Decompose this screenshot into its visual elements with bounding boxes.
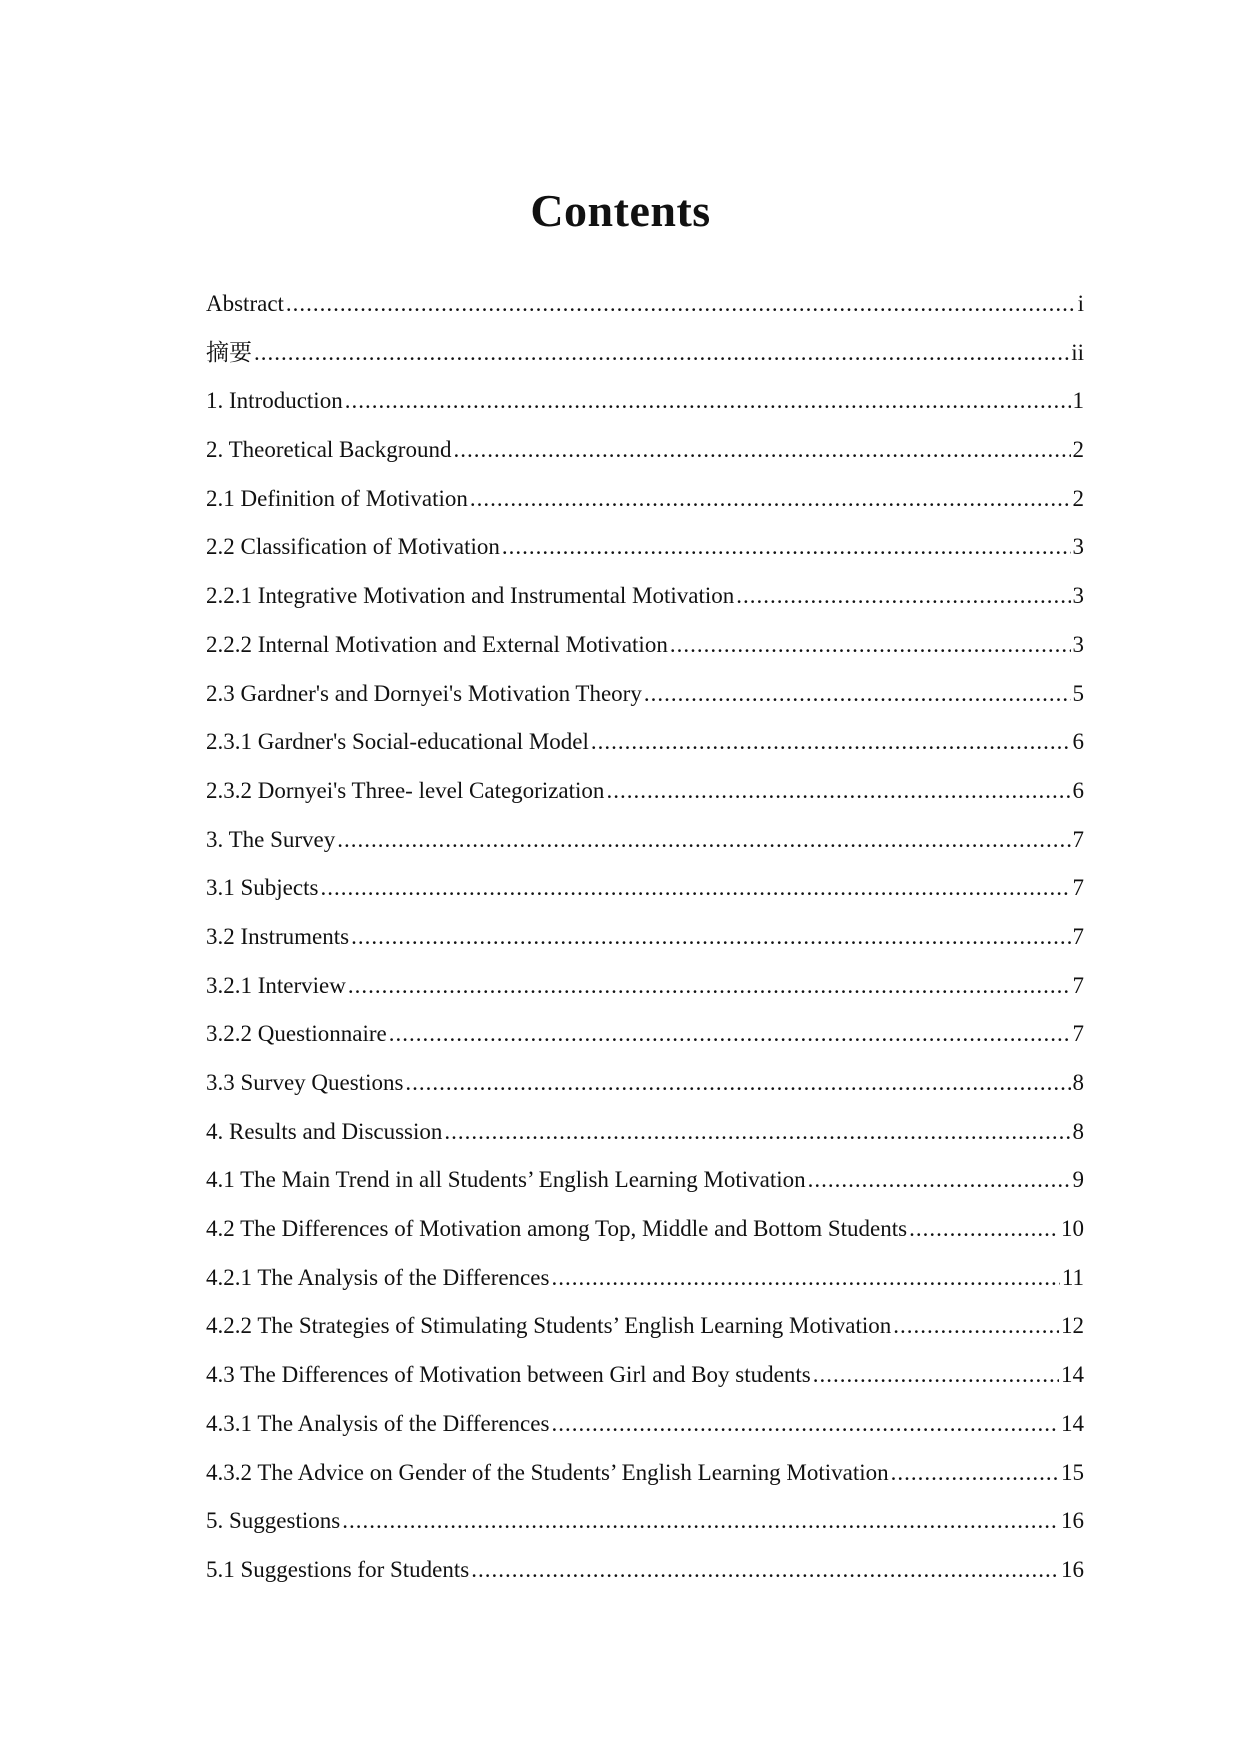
toc-dot-leader	[670, 621, 1071, 670]
toc-entry	[206, 864, 1084, 913]
toc-dot-leader	[551, 1254, 1059, 1303]
toc-entry-page: 6	[1072, 729, 1084, 755]
toc-dot-leader	[351, 913, 1070, 962]
toc-entry-page: 16	[1061, 1556, 1084, 1582]
toc-entry-page: 11	[1061, 1264, 1084, 1290]
toc-entry-label: 2.2.2 Internal Motivation and External Motivation	[206, 631, 668, 657]
toc-entry-page: 1	[1072, 388, 1084, 414]
toc-entry-label: 4. Results and Discussion	[206, 1118, 443, 1144]
toc-dot-leader	[551, 1400, 1059, 1449]
toc-entry-label: 2.3.2 Dornyei's Three- level Categorization	[206, 777, 605, 803]
toc-entry-label: 4.2 The Differences of Motivation among Top, Middle and Bottom Students	[206, 1216, 908, 1242]
toc-entry-page: 10	[1061, 1216, 1084, 1242]
toc-entry-page: 16	[1061, 1508, 1084, 1534]
toc-entry-page: 7	[1072, 972, 1084, 998]
toc-entry	[206, 1449, 1084, 1498]
toc-dot-leader	[644, 670, 1071, 719]
toc-entry	[206, 1351, 1084, 1400]
toc-entry	[206, 280, 1084, 329]
toc-entry-label: 3. The Survey	[206, 826, 336, 852]
toc-entry-label: 3.3 Survey Questions	[206, 1070, 404, 1095]
toc-dot-leader	[444, 1108, 1070, 1157]
toc-entry	[206, 523, 1084, 572]
toc-dot-leader	[893, 1302, 1059, 1351]
toc-entry-page: 14	[1061, 1362, 1084, 1388]
toc-entry-page: 7	[1072, 923, 1084, 949]
toc-entry-page: 8	[1072, 1070, 1084, 1095]
toc-entry-page: 7	[1072, 875, 1084, 901]
page-title: Contents	[530, 184, 711, 236]
toc-dot-leader	[471, 1546, 1059, 1595]
toc-entry	[206, 816, 1084, 865]
toc-dot-leader	[909, 1205, 1059, 1254]
toc-entry-page: 3	[1072, 583, 1084, 609]
toc-entry-label: 2. Theoretical Background	[206, 437, 452, 463]
toc-entry-label: 3.2 Instruments	[206, 923, 350, 949]
toc-entry-page: 2	[1072, 437, 1084, 463]
toc-entry	[206, 718, 1084, 767]
toc-entry-label: 5. Suggestions	[206, 1508, 341, 1534]
toc-dot-leader	[591, 718, 1071, 767]
toc-entry-label: 2.1 Definition of Motivation	[206, 485, 468, 511]
toc-entry	[206, 377, 1084, 426]
toc-entry-label: 3.1 Subjects	[206, 875, 319, 901]
toc-dot-leader	[337, 816, 1070, 865]
toc-entry	[206, 1059, 1084, 1108]
toc-dot-leader	[405, 1059, 1070, 1108]
toc-entry	[206, 621, 1084, 670]
toc-entry-page: 2	[1072, 485, 1084, 511]
toc-entry-label: 4.2.1 The Analysis of the Differences	[206, 1264, 550, 1290]
toc-entry-page: 14	[1061, 1410, 1084, 1436]
toc-entry	[206, 329, 1084, 378]
toc-dot-leader	[254, 329, 1069, 378]
toc-entry-label: 2.2 Classification of Motivation	[206, 534, 500, 560]
toc-entry	[206, 767, 1084, 816]
toc-entry-page: i	[1077, 291, 1084, 316]
toc-entry	[206, 1302, 1084, 1351]
toc-dot-leader	[502, 523, 1071, 572]
toc-dot-leader	[813, 1351, 1059, 1400]
toc-dot-leader	[453, 426, 1070, 475]
toc-entry	[206, 1497, 1084, 1546]
toc-entry	[206, 1108, 1084, 1157]
toc-dot-leader	[320, 864, 1070, 913]
toc-dot-leader	[286, 280, 1076, 329]
toc-entry-page: 5	[1072, 680, 1084, 706]
toc-entry	[206, 1010, 1084, 1059]
toc-entry	[206, 1400, 1084, 1449]
toc-dot-leader	[389, 1010, 1071, 1059]
toc-entry-label: Abstract	[206, 291, 284, 316]
toc-dot-leader	[348, 962, 1071, 1011]
toc-dot-leader	[345, 377, 1071, 426]
toc-entry-label: 4.1 The Main Trend in all Students’ English Learning Motivation	[206, 1167, 806, 1193]
toc-entry	[206, 1156, 1084, 1205]
toc-entry-label: 4.3.2 The Advice on Gender of the Students’ English Learning Motivation	[206, 1459, 889, 1485]
toc-entry	[206, 670, 1084, 719]
toc-entry-page: 9	[1072, 1167, 1084, 1193]
toc-dot-leader	[891, 1449, 1059, 1498]
table-of-contents	[206, 280, 1084, 1595]
toc-entry-label: 5.1 Suggestions for Students	[206, 1556, 470, 1582]
toc-entry-page: 3	[1072, 534, 1084, 560]
toc-entry-label: 4.3 The Differences of Motivation between Girl and Boy students	[206, 1362, 811, 1388]
toc-dot-leader	[470, 475, 1071, 524]
toc-entry-label: 1. Introduction	[206, 388, 343, 414]
toc-dot-leader	[808, 1156, 1071, 1205]
toc-entry-label: 3.2.2 Questionnaire	[206, 1021, 387, 1047]
toc-dot-leader	[606, 767, 1070, 816]
toc-entry-label: 2.3.1 Gardner's Social-educational Model	[206, 729, 589, 755]
toc-dot-leader	[736, 572, 1070, 621]
toc-entry	[206, 1205, 1084, 1254]
toc-entry	[206, 426, 1084, 475]
toc-entry-page: 3	[1072, 631, 1084, 657]
toc-entry-page: 7	[1072, 826, 1084, 852]
toc-entry-page: 8	[1072, 1118, 1084, 1144]
toc-entry	[206, 475, 1084, 524]
toc-dot-leader	[342, 1497, 1059, 1546]
toc-entry-label: 摘要	[206, 339, 252, 365]
toc-entry-label: 2.2.1 Integrative Motivation and Instrumental Motivation	[206, 583, 735, 609]
toc-entry	[206, 1546, 1084, 1595]
toc-entry-label: 2.3 Gardner's and Dornyei's Motivation Theory	[206, 680, 642, 706]
toc-entry-page: 12	[1061, 1313, 1084, 1339]
toc-entry	[206, 913, 1084, 962]
toc-entry	[206, 962, 1084, 1011]
toc-entry	[206, 1254, 1084, 1303]
toc-entry-page: ii	[1071, 339, 1084, 365]
toc-entry	[206, 572, 1084, 621]
toc-entry-page: 15	[1061, 1459, 1084, 1485]
toc-entry-label: 4.3.1 The Analysis of the Differences	[206, 1410, 550, 1436]
toc-entry-page: 7	[1072, 1021, 1084, 1047]
toc-entry-label: 3.2.1 Interview	[206, 972, 346, 998]
toc-entry-label: 4.2.2 The Strategies of Stimulating Students’ English Learning Motivation	[206, 1313, 892, 1339]
toc-entry-page: 6	[1072, 777, 1084, 803]
